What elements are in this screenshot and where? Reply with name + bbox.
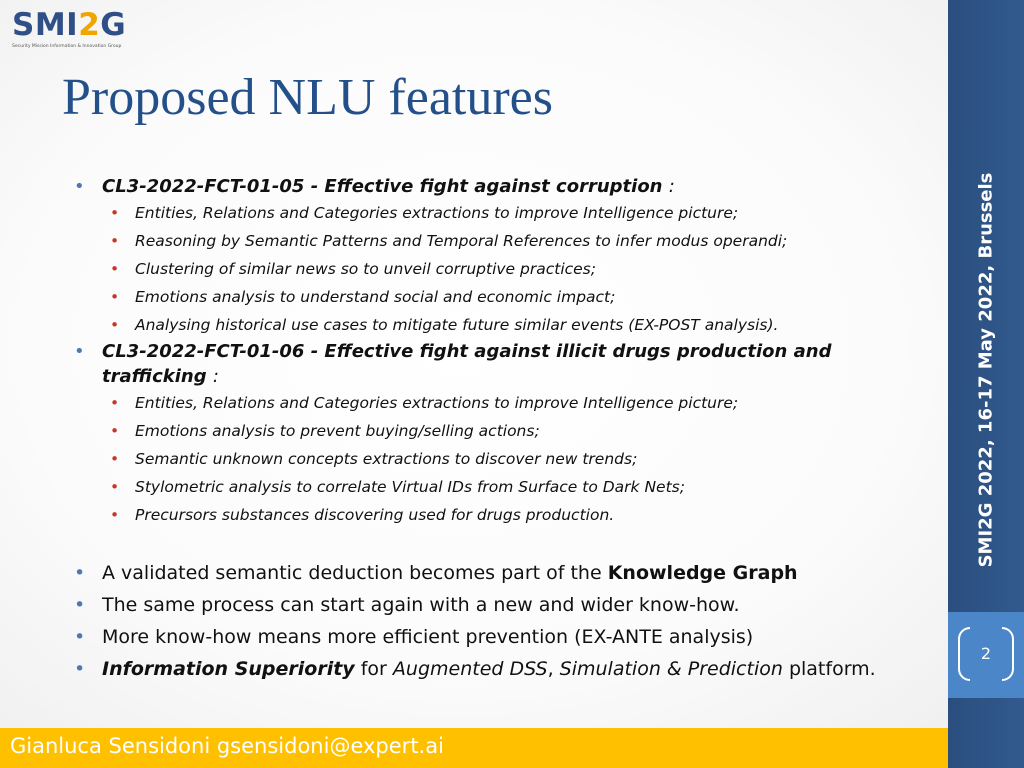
list-item-text: Emotions analysis to prevent buying/selling actions; [135,422,540,440]
list-item [74,445,914,473]
list-item-text: Reasoning by Semantic Patterns and Temporal References to infer modus operandi; [135,232,788,250]
bottom-point-process [74,589,914,621]
bullet-dot-icon: • [110,450,120,468]
logo-text-two: 2 [78,7,101,43]
bullet-dot-icon: • [110,288,120,306]
bottom-point-knowledge-graph [74,557,914,589]
list-item-text: Emotions analysis to understand social and economic impact; [135,288,616,306]
list-item-text: Entities, Relations and Categories extractions to improve Intelligence picture; [135,394,739,412]
point-bold-italic-text: Information Superiority [102,658,355,680]
bullet-dot-icon: • [110,232,120,250]
smi2g-logo [12,8,152,56]
list-item-text: Clustering of similar news so to unveil corruptive practices; [135,260,596,278]
spacer [74,529,914,557]
list-item-text: Precursors substances discovering used for drugs production. [135,506,615,524]
bullet-dot-icon: • [110,422,120,440]
bottom-point-superiority [74,653,914,685]
bottom-point-prevention [74,621,914,653]
point-text: The same process can start again with a new and wider know-how. [102,594,740,616]
bullet-dot-icon: • [74,626,86,648]
list-item [74,227,914,255]
list-item-text: Entities, Relations and Categories extractions to improve Intelligence picture; [135,204,739,222]
footer-author: Gianluca Sensidoni gsensidoni@expert.ai [10,734,444,758]
slide-title: Proposed NLU features [62,69,553,126]
list-item [74,473,914,501]
logo-text-g: G [100,7,127,43]
point-italic-text: Augmented DSS [392,658,548,680]
list-item [74,417,914,445]
bullet-dot-icon: • [110,204,120,222]
point-text: More know-how means more efficient prevention (EX-ANTE analysis) [102,626,754,648]
list-item-text: Analysing historical use cases to mitigate future similar events (EX-POST analysis). [135,316,779,334]
bullet-dot-icon: • [110,478,120,496]
event-label: SMI2G 2022, 16-17 May 2022, Brussels [975,172,997,568]
bullet-dot-icon: • [110,506,120,524]
section-heading-drugs [74,339,914,389]
bullet-dot-icon: • [110,316,120,334]
list-item [74,283,914,311]
page-number-box [948,612,1024,698]
point-text: , [547,658,554,680]
section-heading-text: CL3-2022-FCT-01-06 - Effective fight against illicit drugs production and trafficking [102,341,832,387]
point-text: for [360,658,387,680]
point-text: A validated semantic deduction becomes part of the [102,562,602,584]
point-italic-text: Simulation & Prediction [559,658,783,680]
bullet-dot-icon: • [74,658,86,680]
logo-subtitle: Security Mission Information & Innovation Group [12,44,122,49]
point-bold-text: Knowledge Graph [607,562,798,584]
bullet-dot-icon: • [110,260,120,278]
section-separator: : [668,176,675,197]
list-item [74,255,914,283]
bullet-dot-icon: • [74,176,85,197]
bullet-dot-icon: • [110,394,120,412]
slide-body [74,174,914,685]
section-heading-corruption [74,174,914,199]
logo-text-smi: SMI [12,7,79,43]
list-item [74,501,914,529]
bullet-dot-icon: • [74,562,86,584]
list-item [74,311,914,339]
list-item [74,389,914,417]
bullet-dot-icon: • [74,341,85,362]
list-item [74,199,914,227]
point-text: platform. [788,658,876,680]
footer-bar [0,728,948,768]
list-item-text: Semantic unknown concepts extractions to discover new trends; [135,450,638,468]
list-item-text: Stylometric analysis to correlate Virtual IDs from Surface to Dark Nets; [135,478,685,496]
section-separator: : [212,366,219,387]
bullet-dot-icon: • [74,594,86,616]
page-number: 2 [958,627,1014,681]
section-heading-text: CL3-2022-FCT-01-05 - Effective fight against corruption [102,176,663,197]
